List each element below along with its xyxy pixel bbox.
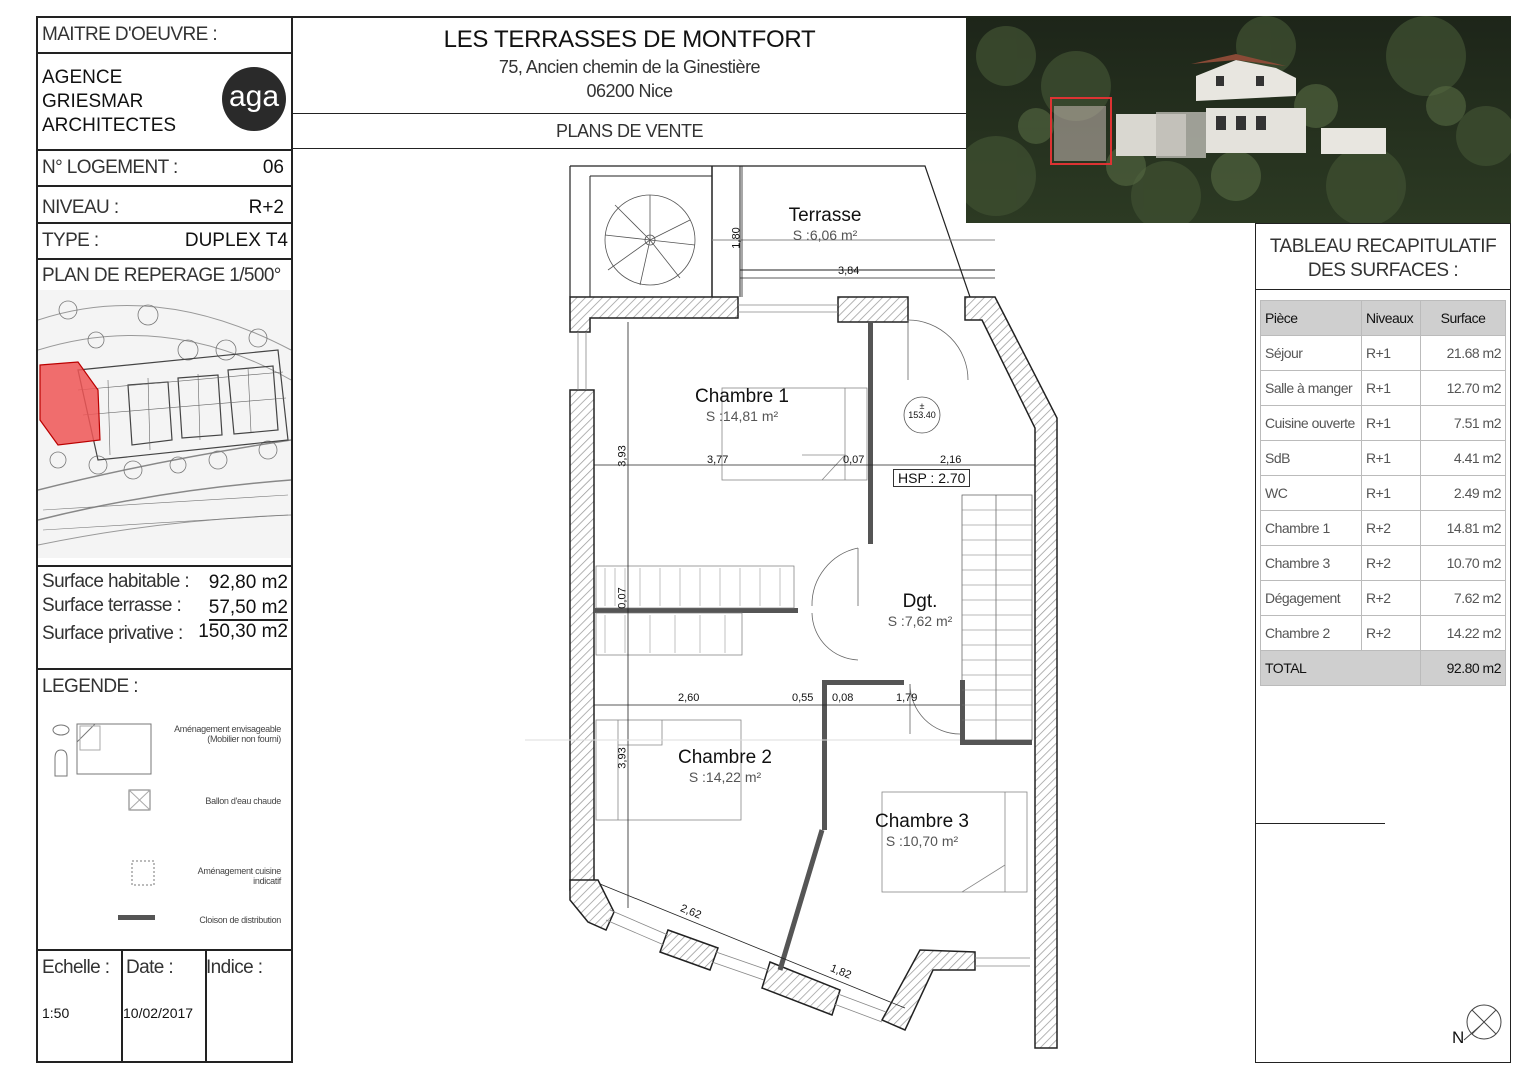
divider [36,222,293,224]
agency-line-2: GRIESMAR [42,91,144,112]
divider [36,149,293,151]
divider [36,668,293,670]
site-location-plan [38,290,291,558]
cell-niveau: R+2 [1362,511,1421,546]
cell-surface: 4.41 m2 [1421,441,1506,476]
project-title: LES TERRASSES DE MONTFORT [443,26,816,53]
date-label: Date : [126,957,174,978]
dim-label: 1,80 [730,227,743,249]
agency-name [42,66,176,138]
cell-piece: Dégagement [1261,581,1362,616]
agency-logo [222,67,286,131]
surf-priv-value: 150,30 m2 [198,621,288,642]
header-top-border [293,16,966,18]
type-value: DUPLEX T4 [184,230,288,251]
room-chambre-3 [852,811,992,849]
room-name: Chambre 2 [678,747,772,768]
cell-niveau: R+1 [1362,406,1421,441]
legend-text-3a: Aménagement cuisine [197,866,281,876]
surf-hab-value: 92,80 m2 [208,572,288,593]
level-marker [904,402,940,420]
table-row [1261,616,1506,651]
room-name: Chambre 3 [875,811,969,832]
cell-surface: 12.70 m2 [1421,371,1506,406]
dim-label: 3,93 [616,747,629,769]
table-row [1261,336,1506,371]
room-surface: S :6,06 m² [792,227,858,243]
cell-niveau: R+2 [1362,616,1421,651]
dim-label: 0,07 [616,587,629,609]
cell-surface: 2.49 m2 [1421,476,1506,511]
level-marker-value: 153.40 [908,410,936,420]
recap-title-2: DES SURFACES : [1307,260,1459,281]
divider [293,113,966,114]
room-name: Chambre 1 [695,386,789,407]
dim-label: 3,93 [616,445,629,467]
room-chambre-1 [672,386,812,424]
niveau-label: NIVEAU : [42,197,119,218]
cell-niveau: R+1 [1362,371,1421,406]
cell-surface: 14.22 m2 [1421,616,1506,651]
north-label: N [1452,1028,1465,1047]
niveau-value: R+2 [248,197,284,218]
table-row [1261,511,1506,546]
header-niveaux: Niveaux [1362,301,1421,336]
room-chambre-2 [655,747,795,785]
legend-text-1 [150,724,281,744]
divider [1255,823,1385,824]
legend-text-3b: indicatif [253,876,281,886]
divider [293,148,966,149]
divider [36,565,293,567]
cell-niveau: R+2 [1362,581,1421,616]
divider [1255,289,1511,290]
table-row [1261,581,1506,616]
recap-title [1255,235,1511,283]
address-line-2: 06200 Nice [586,81,673,101]
level-marker-sign: ± [919,401,925,411]
agency-line-3: ARCHITECTES [42,115,177,136]
legend-text-1a: Aménagement envisageable [174,724,281,734]
surf-ter-value: 57,50 m2 [209,597,288,621]
ceiling-height-label: HSP : 2.70 [893,469,970,487]
dim-label: 1,82 [828,962,853,982]
legend-text-3 [150,866,281,886]
legende-label: LEGENDE : [42,676,138,697]
room-surface: S :10,70 m² [885,833,959,849]
logo-text: aga [228,80,280,113]
dim-label: 2,60 [678,692,700,704]
table-total-row [1261,651,1506,686]
cell-surface: 10.70 m2 [1421,546,1506,581]
table-header-row [1261,301,1506,336]
surfaces-table [1260,300,1506,686]
total-label: TOTAL [1261,651,1421,686]
room-name: Terrasse [788,205,862,226]
legend-text-4: Cloison de distribution [199,915,281,925]
dim-label: 0,07 [843,454,865,466]
legend-text-2: Ballon d'eau chaude [205,796,281,806]
logement-value: 06 [262,157,284,178]
reperage-label: PLAN DE REPERAGE 1/500° [42,265,281,286]
room-surface: S :7,62 m² [887,613,953,629]
echelle-label: Echelle : [42,957,110,978]
dim-label: 0,55 [792,692,814,704]
room-degagement [870,591,970,629]
table-row [1261,371,1506,406]
cell-piece: Cuisine ouverte [1261,406,1362,441]
agency-line-1: AGENCE [42,67,123,88]
table-row [1261,546,1506,581]
room-surface: S :14,81 m² [705,408,779,424]
cell-niveau: R+2 [1362,546,1421,581]
cell-piece: WC [1261,476,1362,511]
divider [36,52,293,54]
cell-niveau: R+1 [1362,441,1421,476]
cell-piece: Séjour [1261,336,1362,371]
dim-label: 0,08 [832,692,854,704]
cell-surface: 7.51 m2 [1421,406,1506,441]
dim-label: 2,16 [940,454,962,466]
furniture-legend-icon [50,720,154,780]
table-row [1261,476,1506,511]
dim-label: 3,84 [838,265,860,277]
divider [36,185,293,187]
cell-surface: 14.81 m2 [1421,511,1506,546]
dim-label: 3,77 [707,454,729,466]
table-row [1261,441,1506,476]
dim-label: 2,62 [678,902,703,922]
echelle-value: 1:50 [42,1005,70,1021]
table-row [1261,406,1506,441]
plans-subtitle: PLANS DE VENTE [555,121,704,141]
room-terrasse [765,205,885,243]
cell-piece: Chambre 1 [1261,511,1362,546]
total-value: 92.80 m2 [1421,651,1506,686]
cell-piece: Chambre 3 [1261,546,1362,581]
cell-surface: 21.68 m2 [1421,336,1506,371]
recap-title-1: TABLEAU RECAPITULATIF [1269,236,1497,257]
cell-piece: Salle à manger [1261,371,1362,406]
dim-label: 1,79 [896,692,918,704]
surf-priv-label: Surface privative : [42,623,183,644]
logement-label: N° LOGEMENT : [42,157,178,178]
type-label: TYPE : [42,230,99,251]
divider [36,949,293,951]
floor-plan [520,160,1060,1055]
surf-hab-label: Surface habitable : [42,571,190,592]
surf-ter-label: Surface terrasse : [42,595,182,616]
address-line-1: 75, Ancien chemin de la Ginestière [498,57,761,77]
maitre-label: MAITRE D'OEUVRE : [42,24,218,45]
cell-piece: SdB [1261,441,1362,476]
indice-label: Indice : [206,957,263,978]
divider [36,258,293,260]
header-piece: Pièce [1261,301,1362,336]
cell-surface: 7.62 m2 [1421,581,1506,616]
cell-piece: Chambre 2 [1261,616,1362,651]
date-value: 10/02/2017 [123,1005,194,1021]
room-name: Dgt. [902,591,938,612]
cell-niveau: R+1 [1362,336,1421,371]
legend-text-1b: (Mobilier non fourni) [207,734,281,744]
header-surface: Surface [1421,301,1506,336]
water-heater-icon [128,789,152,811]
room-surface: S :14,22 m² [688,769,762,785]
cell-niveau: R+1 [1362,476,1421,511]
